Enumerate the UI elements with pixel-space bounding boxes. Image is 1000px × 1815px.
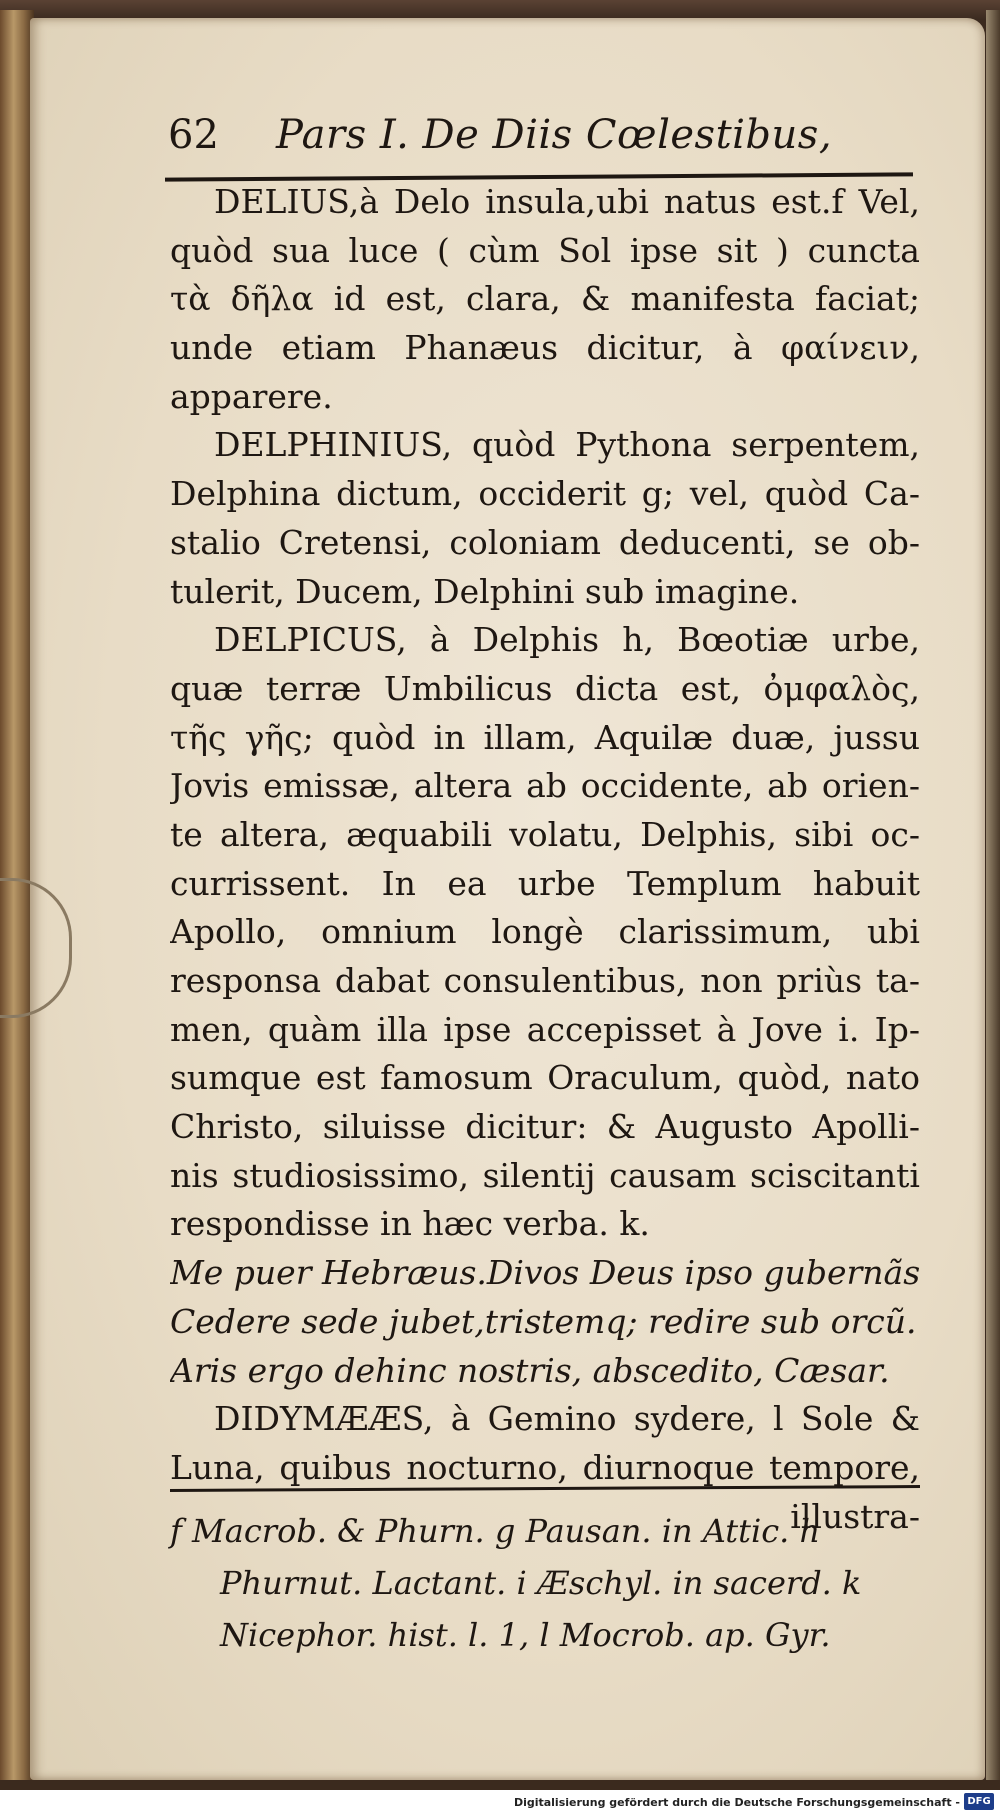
- text-line: quæ terræ Umbilicus dicta est, ὀμφαλὸς,: [170, 668, 920, 708]
- text-line: τῆς γῆς; quòd in illam, Aquilæ duæ, jussu: [170, 717, 920, 757]
- page-number: 62: [168, 112, 219, 158]
- text-line: DELPICUS, à Delphis h, Bœotiæ urbe,: [214, 620, 920, 660]
- main-text: [170, 178, 920, 1541]
- text-line: Delphina dictum, occiderit g; vel, quòd Ca-: [170, 474, 920, 514]
- text-line: sumque est famosum Oraculum, quòd, nato: [170, 1058, 920, 1098]
- book-cover-right-edge: [986, 10, 1000, 1780]
- text-line: Apollo, omnium longè clarissimum, ubi: [170, 912, 920, 952]
- book-cover-top-edge: [0, 0, 1000, 20]
- verse-line: Me puer Hebræus.Divos Deus ipso gubernãs: [170, 1253, 920, 1293]
- footnote-line: Phurnut. Lactant. i Æschyl. in sacerd. k: [220, 1564, 862, 1602]
- text-line: DIDYMÆÆS, à Gemino sydere, l Sole &: [214, 1399, 920, 1439]
- footnote-line: f Macrob. & Phurn. g Pausan. in Attic. h: [170, 1512, 821, 1550]
- text-line: Luna, quibus nocturno, diurnoque tempore,: [170, 1447, 920, 1487]
- verse-line: Cedere sede jubet,tristemq; redire sub orcũ.: [170, 1301, 917, 1341]
- text-line: Jovis emissæ, altera ab occidente, ab orien-: [170, 766, 920, 806]
- text-line: currissent. In ea urbe Templum habuit: [170, 863, 920, 903]
- text-line: τὰ δῆλα id est, clara, & manifesta faciat;: [170, 279, 920, 319]
- text-line: men, quàm illa ipse accepisset à Jove i. Ip-: [170, 1009, 920, 1049]
- text-line: quòd sua luce ( cùm Sol ipse sit ) cuncta: [170, 230, 920, 270]
- text-line: nis studiosissimo, silentij causam sciscitanti: [170, 1155, 920, 1195]
- text-line: DELIUS,à Delo insula,ubi natus est.f Vel,: [214, 182, 920, 221]
- text-line: stalio Cretensi, coloniam deducenti, se ob-: [170, 522, 920, 562]
- running-title: Pars I. De Diis Cœlestibus,: [276, 112, 833, 158]
- digitization-footer: [0, 1790, 1000, 1815]
- footnotes: [170, 1505, 930, 1661]
- footnote-line: Nicephor. hist. l. 1, l Mocrob. ap. Gyr.: [220, 1616, 831, 1654]
- text-line: Christo, siluisse dicitur: & Augusto Apolli-: [170, 1107, 920, 1147]
- text-line: unde etiam Phanæus dicitur, à φαίνειν,: [170, 328, 920, 368]
- text-line: respondisse in hæc verba. k.: [170, 1204, 650, 1244]
- text-line: DELPHINIUS, quòd Pythona serpentem,: [214, 425, 920, 465]
- dfg-logo-icon: DFG: [964, 1793, 994, 1810]
- running-header: [168, 112, 913, 172]
- text-line: tulerit, Ducem, Delphini sub imagine.: [170, 571, 800, 611]
- catchword-line: illustra-: [790, 1496, 920, 1536]
- verse-line: Aris ergo dehinc nostris, abscedito, Cæsar.: [170, 1350, 890, 1390]
- funding-credit: Digitalisierung gefördert durch die Deutsche Forschungsgemeinschaft -: [513, 1796, 960, 1809]
- text-line: te altera, æquabili volatu, Delphis, sibi oc-: [170, 814, 920, 854]
- text-line: responsa dabat consulentibus, non priùs ta-: [170, 961, 920, 1000]
- text-line: apparere.: [170, 376, 333, 416]
